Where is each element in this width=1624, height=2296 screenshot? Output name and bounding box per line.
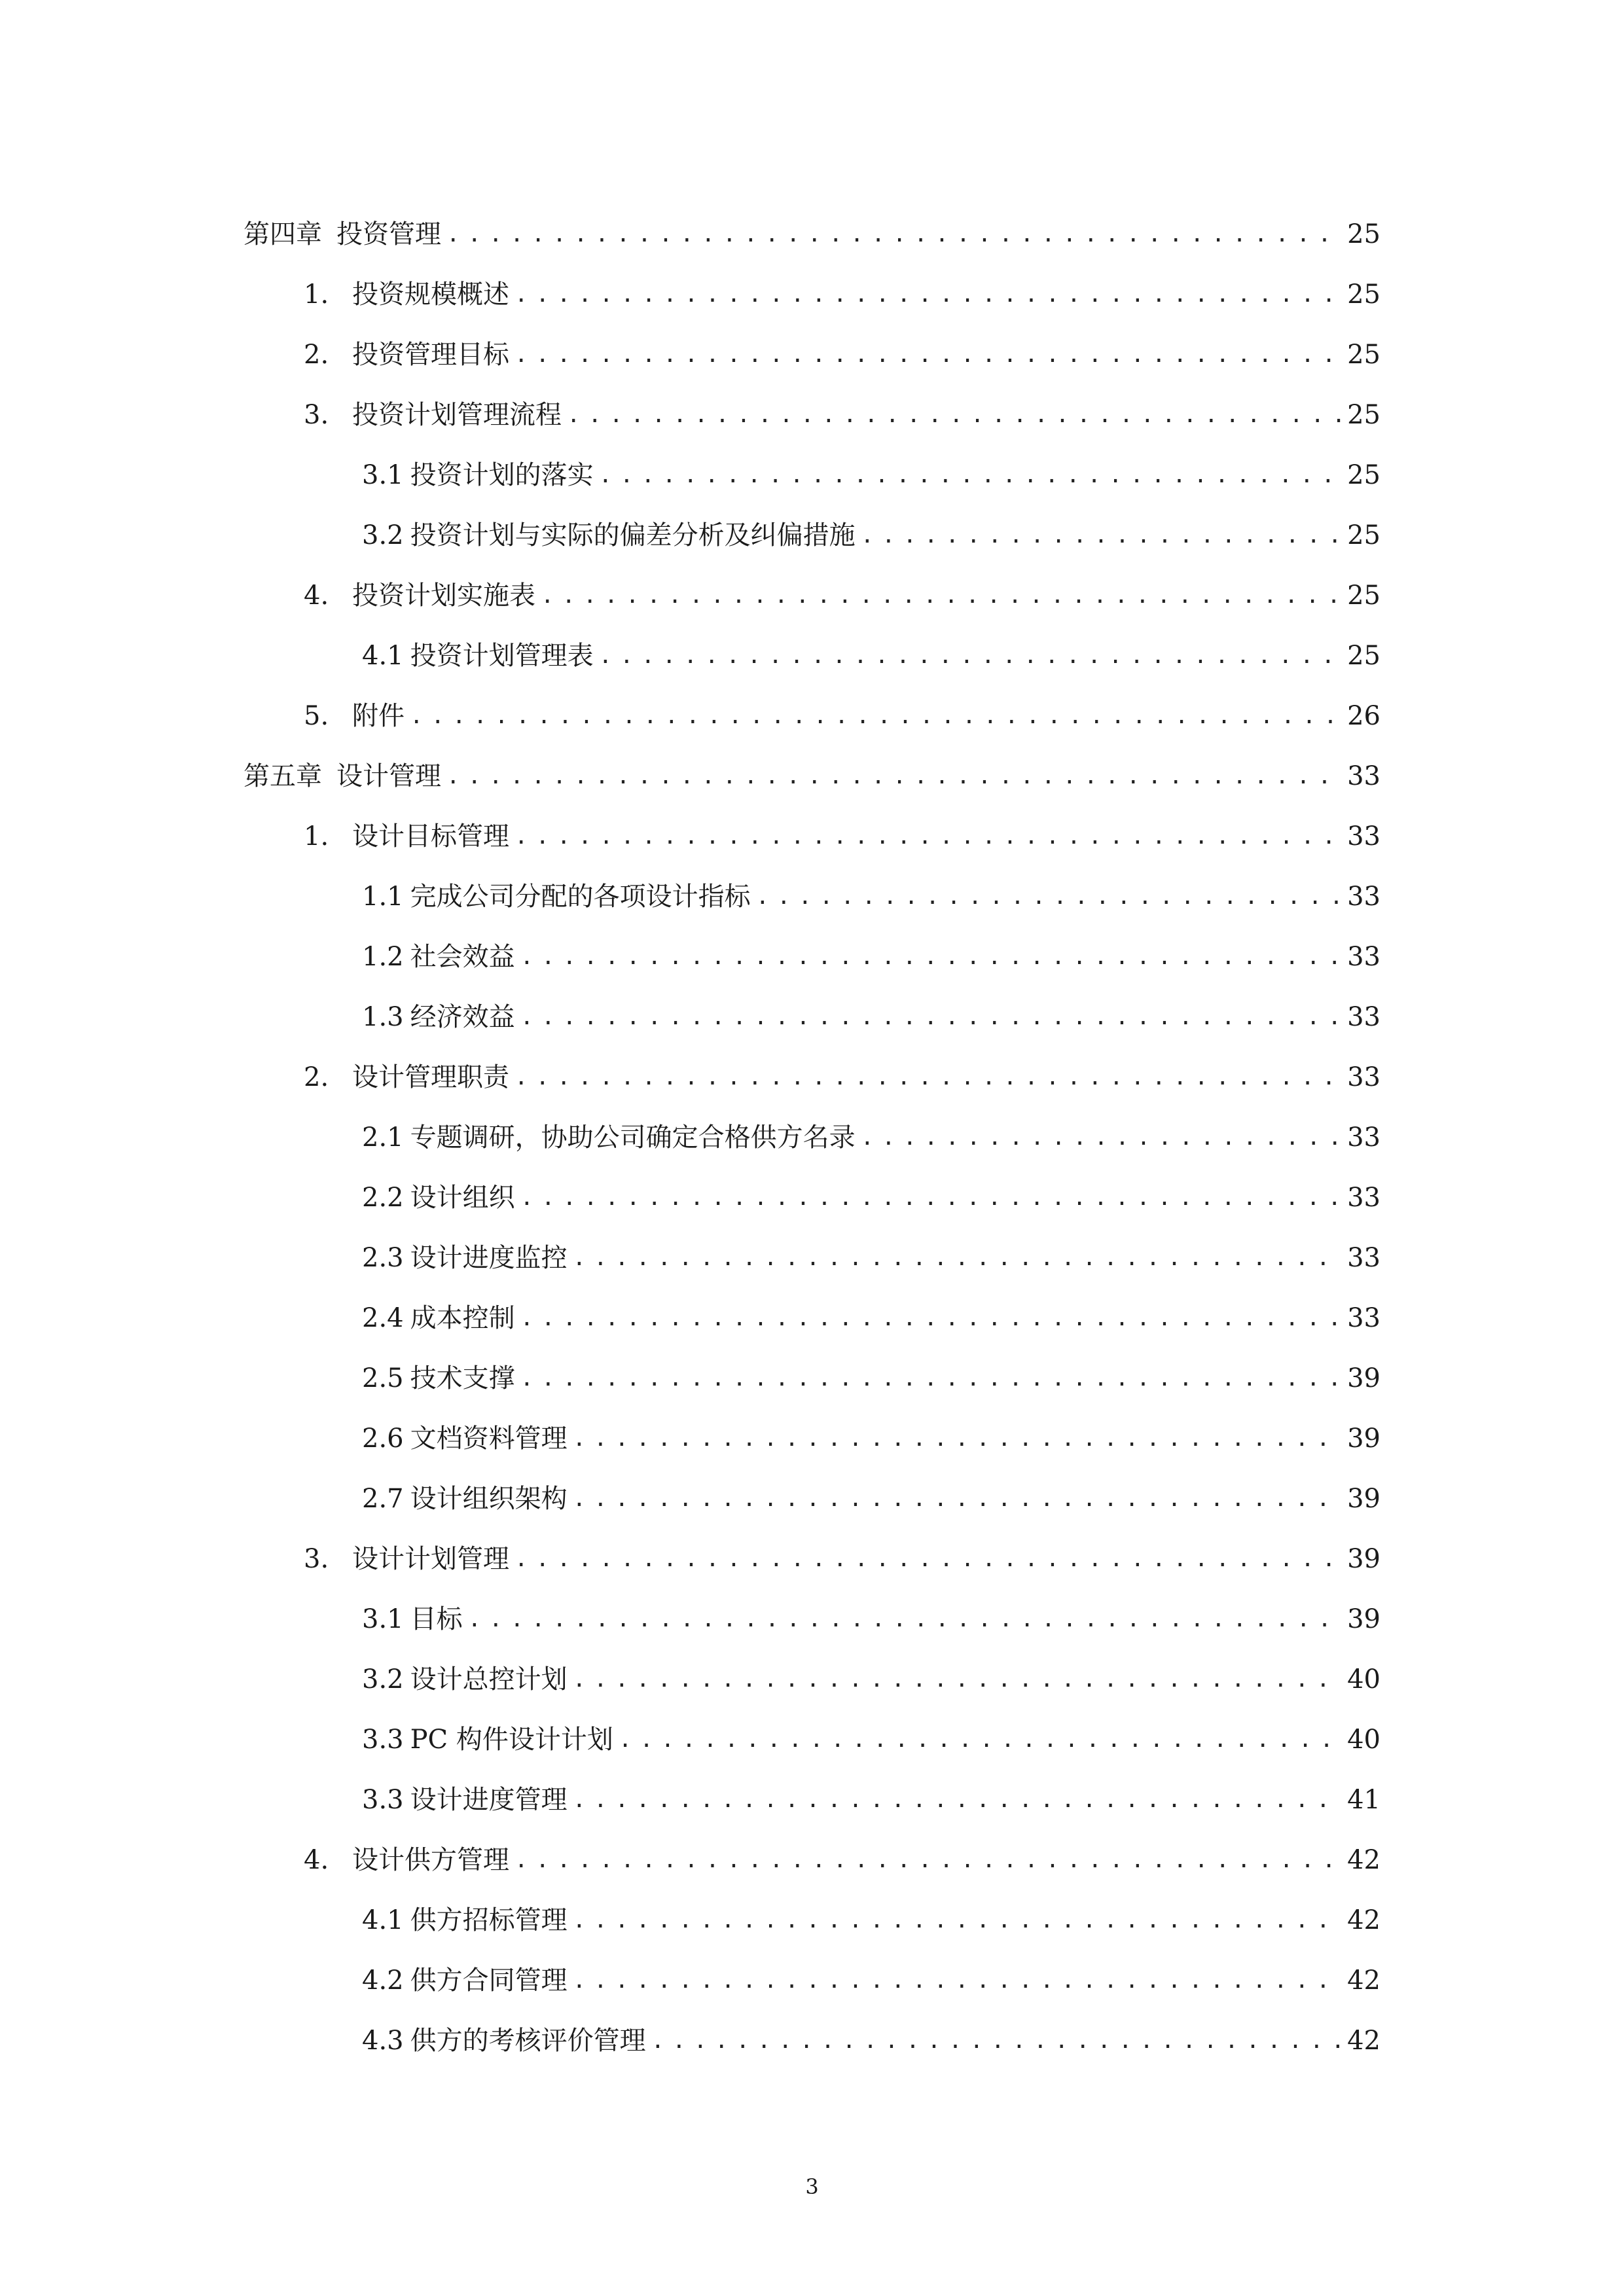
toc-entry-page: 39 <box>1347 1544 1380 1574</box>
dot-leader <box>410 686 1341 746</box>
toc-entry-page: 33 <box>1347 882 1380 912</box>
dot-leader <box>861 505 1341 565</box>
toc-entry-page: 42 <box>1347 1905 1380 1935</box>
toc-entry-number: 2.7 <box>362 1484 404 1514</box>
toc-entry-number: 2.6 <box>362 1424 404 1454</box>
toc-entry[interactable] <box>304 565 1380 626</box>
toc-entry-number: 2.1 <box>362 1122 404 1153</box>
toc-entry-page: 42 <box>1347 1845 1380 1875</box>
toc-entry[interactable] <box>362 2011 1380 2071</box>
toc-entry[interactable] <box>362 1710 1380 1770</box>
toc-entry-number: 3. <box>304 400 329 430</box>
toc-entry-title: 设计组织架构 <box>410 1484 568 1514</box>
toc-entry-number: 3. <box>304 1544 329 1574</box>
dot-leader <box>514 1047 1341 1107</box>
toc-entry-number: 3.2 <box>362 520 404 550</box>
toc-entry-page: 26 <box>1347 701 1380 731</box>
toc-entry[interactable] <box>362 1950 1380 2011</box>
toc-entry-number: 第四章 <box>244 219 322 249</box>
dot-leader <box>573 1469 1341 1529</box>
toc-entry-title: 设计供方管理 <box>352 1845 509 1875</box>
dot-leader <box>651 2011 1341 2071</box>
dot-leader <box>619 1710 1341 1770</box>
toc-entry-number: 1. <box>304 821 329 852</box>
toc-entry[interactable] <box>362 1408 1380 1469</box>
toc-entry[interactable] <box>304 264 1380 325</box>
toc-entry[interactable] <box>362 867 1380 927</box>
toc-entry[interactable] <box>304 1529 1380 1589</box>
toc-entry-title: 设计目标管理 <box>352 821 509 852</box>
toc-entry[interactable] <box>244 204 1380 264</box>
toc-entry[interactable] <box>304 325 1380 385</box>
toc-entry-number: 5. <box>304 701 329 731</box>
toc-entry[interactable] <box>362 987 1380 1047</box>
toc-entry[interactable] <box>362 445 1380 505</box>
toc-entry-number: 3.3 <box>362 1725 404 1755</box>
dot-leader <box>573 1649 1341 1710</box>
toc-entry[interactable] <box>304 806 1380 867</box>
toc-entry-number: 2. <box>304 1062 329 1092</box>
toc-entry-page: 25 <box>1347 520 1380 550</box>
toc-entry-title: 投资管理 <box>336 219 441 249</box>
toc-entry-page: 42 <box>1347 1965 1380 1996</box>
toc-entry-page: 25 <box>1347 460 1380 490</box>
toc-entry-number: 3.1 <box>362 460 404 490</box>
toc-entry[interactable] <box>304 686 1380 746</box>
toc-entry-title: 完成公司分配的各项设计指标 <box>410 882 751 912</box>
toc-entry-title: 供方招标管理 <box>410 1905 568 1935</box>
dot-leader <box>520 1168 1341 1228</box>
toc-entry-title: 经济效益 <box>410 1002 515 1032</box>
toc-entry-page: 33 <box>1347 821 1380 852</box>
toc-entry-page: 25 <box>1347 279 1380 310</box>
toc-entry-page: 25 <box>1347 641 1380 671</box>
dot-leader <box>573 1950 1341 2011</box>
toc-entry[interactable] <box>362 626 1380 686</box>
dot-leader <box>514 806 1341 867</box>
toc-entry-number: 3.1 <box>362 1604 404 1634</box>
toc-entry[interactable] <box>362 1168 1380 1228</box>
toc-entry-page: 25 <box>1347 340 1380 370</box>
dot-leader <box>573 1228 1341 1288</box>
toc-entry-title: 设计管理 <box>336 761 441 791</box>
toc-entry-title: 成本控制 <box>410 1303 515 1333</box>
toc-entry-page: 25 <box>1347 219 1380 249</box>
toc-entry-title: 设计总控计划 <box>410 1664 568 1695</box>
toc-entry-number: 3.3 <box>362 1785 404 1815</box>
toc-entry-number: 4. <box>304 1845 329 1875</box>
toc-entry-number: 2.5 <box>362 1363 404 1393</box>
toc-entry[interactable] <box>304 1047 1380 1107</box>
toc-entry-page: 33 <box>1347 1243 1380 1273</box>
dot-leader <box>861 1107 1341 1168</box>
toc-entry-title: 设计进度监控 <box>410 1243 568 1273</box>
toc-entry-number: 2.2 <box>362 1183 404 1213</box>
toc-entry-number: 1.1 <box>362 882 404 912</box>
toc-entry-title: 投资规模概述 <box>352 279 509 310</box>
dot-leader <box>599 626 1341 686</box>
toc-entry-title: 技术支撑 <box>410 1363 515 1393</box>
toc-entry-title: PC 构件设计计划 <box>410 1725 613 1755</box>
toc-entry-page: 25 <box>1347 400 1380 430</box>
toc-entry-title: 供方的考核评价管理 <box>410 2026 646 2056</box>
toc-entry-title: 投资计划管理表 <box>410 641 594 671</box>
toc-entry[interactable] <box>244 746 1380 806</box>
toc-entry-page: 33 <box>1347 1122 1380 1153</box>
dot-leader <box>541 565 1341 626</box>
toc-entry-page: 40 <box>1347 1725 1380 1755</box>
toc-entry-page: 33 <box>1347 1183 1380 1213</box>
toc-entry[interactable] <box>304 385 1380 445</box>
toc-entry[interactable] <box>362 505 1380 565</box>
toc-entry-number: 4.3 <box>362 2026 404 2056</box>
toc-entry-number: 2.3 <box>362 1243 404 1273</box>
toc-entry-title: 投资计划的落实 <box>410 460 594 490</box>
toc-entry-title: 设计管理职责 <box>352 1062 509 1092</box>
toc-entry-title: 投资管理目标 <box>352 340 509 370</box>
toc-entry-number: 4.1 <box>362 1905 404 1935</box>
toc-entry-page: 39 <box>1347 1424 1380 1454</box>
toc-entry-title: 附件 <box>352 701 405 731</box>
dot-leader <box>446 746 1341 806</box>
toc-entry-page: 39 <box>1347 1604 1380 1634</box>
toc-entry-page: 33 <box>1347 761 1380 791</box>
dot-leader <box>567 385 1341 445</box>
toc-entry-title: 投资计划与实际的偏差分析及纠偏措施 <box>410 520 856 550</box>
dot-leader <box>514 1830 1341 1890</box>
toc-entry-number: 4.2 <box>362 1965 404 1996</box>
toc-entry-page: 25 <box>1347 581 1380 611</box>
toc-entry[interactable] <box>304 1830 1380 1890</box>
toc-entry[interactable] <box>362 1649 1380 1710</box>
toc-entry-title: 目标 <box>410 1604 463 1634</box>
toc-entry-title: 专题调研，协助公司确定合格供方名录 <box>410 1122 856 1153</box>
toc-entry-page: 39 <box>1347 1363 1380 1393</box>
toc-entry[interactable] <box>362 1288 1380 1348</box>
toc-entry-number: 1. <box>304 279 329 310</box>
dot-leader <box>520 927 1341 987</box>
toc-entry-page: 33 <box>1347 1002 1380 1032</box>
toc-entry-number: 4.1 <box>362 641 404 671</box>
dot-leader <box>573 1770 1341 1830</box>
dot-leader <box>756 867 1341 927</box>
toc-entry-title: 投资计划实施表 <box>352 581 535 611</box>
dot-leader <box>573 1408 1341 1469</box>
toc-entry-page: 33 <box>1347 1303 1380 1333</box>
toc-entry-title: 设计进度管理 <box>410 1785 568 1815</box>
toc-entry[interactable] <box>362 1107 1380 1168</box>
toc-entry-title: 社会效益 <box>410 942 515 972</box>
dot-leader <box>514 325 1341 385</box>
toc-entry-title: 设计计划管理 <box>352 1544 509 1574</box>
toc-entry-number: 第五章 <box>244 761 322 791</box>
toc-entry-number: 4. <box>304 581 329 611</box>
toc-entry[interactable] <box>362 1890 1380 1950</box>
toc-entry[interactable] <box>362 1469 1380 1529</box>
toc-entry-title: 供方合同管理 <box>410 1965 568 1996</box>
toc-entry-page: 41 <box>1347 1785 1380 1815</box>
toc-entry[interactable] <box>362 1228 1380 1288</box>
toc-entry[interactable] <box>362 1348 1380 1408</box>
toc-entry-number: 2.4 <box>362 1303 404 1333</box>
dot-leader <box>514 264 1341 325</box>
dot-leader <box>468 1589 1341 1649</box>
dot-leader <box>573 1890 1341 1950</box>
dot-leader <box>520 1288 1341 1348</box>
dot-leader <box>520 1348 1341 1408</box>
toc-entry-page: 39 <box>1347 1484 1380 1514</box>
toc-entry-title: 设计组织 <box>410 1183 515 1213</box>
toc-entry-number: 3.2 <box>362 1664 404 1695</box>
dot-leader <box>520 987 1341 1047</box>
toc-entry[interactable] <box>362 1770 1380 1830</box>
toc-entry[interactable] <box>362 1589 1380 1649</box>
toc-entry-title: 投资计划管理流程 <box>352 400 562 430</box>
toc-entry-page: 33 <box>1347 942 1380 972</box>
dot-leader <box>446 204 1341 264</box>
page-number: 3 <box>805 2174 819 2199</box>
dot-leader <box>599 445 1341 505</box>
toc-entry-number: 2. <box>304 340 329 370</box>
dot-leader <box>514 1529 1341 1589</box>
toc-entry-number: 1.2 <box>362 942 404 972</box>
toc-entry-number: 1.3 <box>362 1002 404 1032</box>
toc-entry[interactable] <box>362 927 1380 987</box>
toc-entry-page: 33 <box>1347 1062 1380 1092</box>
toc-entry-title: 文档资料管理 <box>410 1424 568 1454</box>
toc-entry-page: 42 <box>1347 2026 1380 2056</box>
toc-entry-page: 40 <box>1347 1664 1380 1695</box>
